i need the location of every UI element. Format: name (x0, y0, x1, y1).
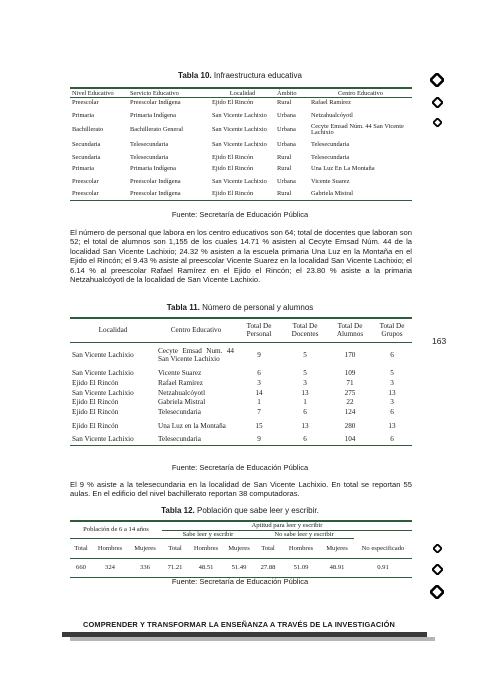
table-cell: Urbana (277, 111, 296, 119)
table-cell: San Vicente Lachixio (72, 435, 134, 444)
table-cell: Cecyte Emsad Núm. 44 San Vicente Lachixio (311, 122, 404, 137)
column-header: Hombres (193, 544, 219, 552)
table-cell: Preescolar Indígena (130, 177, 181, 185)
table-cell: Una Luz en la Montaña (158, 421, 226, 430)
column-header: Total (74, 544, 88, 552)
table-cell: 13 (388, 421, 396, 430)
table-cell: San Vicente Lachixio (72, 369, 134, 378)
table-cell: Telesecundaria (311, 140, 350, 148)
diamond-ornament-icon (432, 564, 443, 575)
table-row (70, 163, 412, 174)
table-cell: 5 (390, 369, 394, 378)
table-row (70, 398, 412, 408)
table-cell: Rural (277, 99, 292, 107)
diamond-ornament-icon (433, 544, 442, 553)
table-cell: Ejido El Rincón (72, 407, 119, 416)
table-cell: 71 (346, 378, 354, 387)
table-cell: Cecyte Emsad Num. 44 San Vicente Lachixio (158, 347, 234, 363)
table-cell: Vicente Suarez (158, 369, 202, 378)
column-header: Localidad (98, 326, 128, 335)
column-header: Total De Alumnos (336, 322, 364, 339)
table-cell: Urbana (277, 177, 296, 185)
table-cell: 9 (257, 435, 261, 444)
table-cell: 13 (388, 388, 396, 397)
table-row (70, 123, 412, 138)
table-cell: Secundaria (72, 140, 101, 148)
table11-caption: Tabla 11. Número de personal y alumnos (166, 303, 314, 312)
column-header: Mujeres (326, 544, 348, 552)
table-cell: Telesecundaria (130, 153, 169, 161)
column-header: Ámbito (277, 89, 297, 97)
table11-source: Fuente: Secretaría de Educación Pública (171, 463, 309, 472)
table-cell: Telesecundaria (130, 140, 169, 148)
table-cell: Ejido El Rincón (72, 378, 119, 387)
table-cell: Ejido El Rincón (212, 153, 254, 161)
table-cell: Preescolar Indígena (130, 190, 181, 198)
table-cell: 6 (390, 351, 394, 360)
table-cell: 6 (390, 435, 394, 444)
table-cell: San Vicente Lachixio (212, 111, 267, 119)
diamond-ornament-icon (433, 118, 442, 127)
column-header: Mujeres (228, 544, 250, 552)
table-row (70, 408, 412, 418)
table-cell: 14 (255, 388, 263, 397)
table-cell: Gabriela Mistral (158, 398, 206, 407)
column-header: Servicio Educativo (130, 89, 179, 97)
table-cell: Bachillerato (72, 126, 104, 134)
table-cell: 5 (303, 351, 307, 360)
table-row (70, 342, 412, 369)
table-cell: Rural (277, 153, 292, 161)
table-cell: Bachillerato General (130, 126, 184, 134)
page-number: 163 (432, 336, 447, 346)
column-header: Total (168, 544, 182, 552)
table-cell: 1 (257, 398, 261, 407)
table-cell: 104 (344, 435, 356, 444)
table-cell: 51.09 (282, 559, 320, 578)
group-header-aptitud: Aptitud para leer y escribir (162, 521, 412, 530)
table-cell: Ejido El Rincón (212, 190, 254, 198)
table-cell: 48.51 (188, 559, 224, 578)
table-cell: 660 (70, 559, 92, 578)
table-cell: Ejido El Rincón (72, 398, 119, 407)
table-cell: 6 (390, 407, 394, 416)
table-row (70, 98, 412, 109)
table-cell: Preescolar Indígena (130, 99, 181, 107)
table10-source: Fuente: Secretaría de Educación Pública (171, 210, 309, 219)
subgroup-header-nosabe: No sabe leer y escribir (254, 530, 354, 539)
diamond-ornament-icon (432, 97, 443, 108)
table-cell: 51.49 (224, 559, 254, 578)
table-cell: 22 (346, 398, 354, 407)
table-cell: 6 (303, 435, 307, 444)
table-row (70, 138, 412, 153)
table-row (70, 369, 412, 379)
table-cell: Netzahualcóyotl (311, 111, 353, 119)
column-header: Centro Educativo (338, 89, 383, 97)
table11-personal-alumnos (70, 317, 412, 446)
footer-rule-light (70, 637, 435, 641)
table-cell: 3 (303, 378, 307, 387)
footer-title: COMPRENDER Y TRANSFORMAR LA ENSEÑANZA A TRAVÉS DE LA INVESTIGACIÓN (83, 620, 395, 629)
table-cell: Telesecundaria (158, 435, 201, 444)
body-paragraph: El 9 % asiste a la telesecundaria en la localidad de San Vicente Lachixio. En total se reportan 55 aulas. En el edificio del nivel bachillerato reportan 38 computadoras. (70, 480, 412, 499)
table-cell: Netzahualcóyotl (158, 388, 206, 397)
table-cell: 5 (303, 369, 307, 378)
column-header: Hombres (97, 544, 123, 552)
column-header: Localidad (229, 89, 256, 97)
table-cell: 6 (303, 407, 307, 416)
table-row (70, 417, 412, 435)
table-cell: 275 (344, 388, 356, 397)
table-cell: San Vicente Lachixio (212, 177, 267, 185)
table-cell: 336 (128, 559, 162, 578)
table-cell: Preescolar (72, 177, 99, 185)
table-cell: 124 (344, 407, 356, 416)
table-cell: Ejido El Rincón (212, 164, 254, 172)
column-header: Total De Personal (246, 322, 272, 339)
table-row (70, 189, 412, 200)
table-cell: Gabriela Mistral (311, 190, 354, 198)
table-cell: San Vicente Lachixio (212, 126, 267, 134)
group-header-poblacion: Población de 6 a 14 años (70, 521, 162, 539)
table-cell: 3 (390, 378, 394, 387)
table-cell: 71.21 (162, 559, 188, 578)
table-cell: 280 (344, 421, 356, 430)
table-cell: Primaria Indígena (130, 164, 176, 172)
table-row (70, 388, 412, 398)
table12-source: Fuente: Secretaría de Educación Pública (171, 577, 309, 586)
table-cell: 13 (301, 421, 309, 430)
table-cell: Secundaria (72, 153, 101, 161)
table-cell: 0.91 (354, 559, 412, 578)
table-cell: 27.88 (254, 559, 282, 578)
diamond-ornament-icon (430, 585, 444, 599)
table-cell: Vicente Suarez (311, 177, 350, 185)
table-cell: Preescolar (72, 99, 99, 107)
column-header: Centro Educativo (170, 326, 222, 335)
table-cell: 6 (257, 369, 261, 378)
table-cell: San Vicente Lachixio (72, 388, 134, 397)
table-cell: Ejido El Rincón (72, 421, 119, 430)
column-header: Hombres (288, 544, 314, 552)
diamond-ornament-icon (430, 73, 444, 87)
table12-caption: Tabla 12. Población que sabe leer y escribir. (161, 506, 319, 515)
table-row (70, 175, 412, 190)
table-cell: 1 (303, 398, 307, 407)
table-cell: Rafael Ramírez (311, 99, 351, 107)
table-cell: Telesecundaria (311, 153, 350, 161)
body-paragraph: El número de personal que labora en los centro educativos son 64; total de docentes que laboran son 52; el total de alumnos son 1,155 de los cuales 14.71 % asisten al Cecyte Emsad Núm. 44 de la localidad San Vicente Lachixio; 24.32 % asisten a la escuela primaria Una Luz en la Montaña en el Ejido el Rincón; el 9.43 % asiste al preescolar Vicente Suarez en la localidad San Vicente Lachixio; el 6.14 % al preescolar Rafael Ramírez en el Ejido el Rincón; el 23.80 % asiste a la primaria Netzahualcóyotl de la localidad de San Vicente Lachixio. (70, 228, 412, 285)
table-cell: Ejido El Rincón (212, 99, 254, 107)
table-cell: 13 (301, 388, 309, 397)
table-cell: Rural (277, 190, 292, 198)
table-row (70, 379, 412, 389)
table-cell: Primaria (72, 164, 95, 172)
table-row (70, 435, 412, 445)
table-row (70, 152, 412, 163)
table-cell: 7 (257, 407, 261, 416)
column-header: Nivel Educativo (72, 89, 114, 97)
column-header: Total (261, 544, 275, 552)
table-cell: Rafael Ramírez (158, 378, 203, 387)
table10-caption: Tabla 10. Infraestructura educativa (178, 71, 302, 80)
column-header: Total De Docentes (291, 322, 319, 339)
column-header: Mujeres (134, 544, 156, 552)
table-header-row (70, 88, 412, 98)
table-cell: 324 (92, 559, 128, 578)
table-cell: Primaria Indígena (130, 111, 176, 119)
table-row (70, 559, 412, 578)
table-cell: Urbana (277, 140, 296, 148)
subgroup-header-sabe: Sabe leer y escribir (162, 530, 254, 539)
table-cell: 15 (255, 421, 263, 430)
table-cell: Preescolar (72, 190, 99, 198)
table10-infraestructura (70, 87, 412, 201)
column-header: Total De Grupos (379, 322, 405, 339)
table-cell: Rural (277, 164, 292, 172)
table-cell: 109 (344, 369, 356, 378)
table12-poblacion-lectura (70, 520, 412, 578)
table-cell: Primaria (72, 111, 95, 119)
table-cell: 9 (257, 351, 261, 360)
table-cell: Telesecundaria (158, 407, 201, 416)
table-row (70, 109, 412, 124)
table-cell: Una Luz En La Montaña (311, 164, 375, 172)
table-cell: 3 (390, 398, 394, 407)
table-cell: Urbana (277, 126, 296, 134)
table-cell: 3 (257, 378, 261, 387)
column-header: No especificado (361, 544, 405, 552)
table-cell: 48.91 (320, 559, 354, 578)
table-cell: San Vicente Lachixio (212, 140, 267, 148)
table-cell: San Vicente Lachixio (72, 351, 134, 360)
table-header-row (70, 318, 412, 342)
table-cell: 170 (344, 351, 356, 360)
